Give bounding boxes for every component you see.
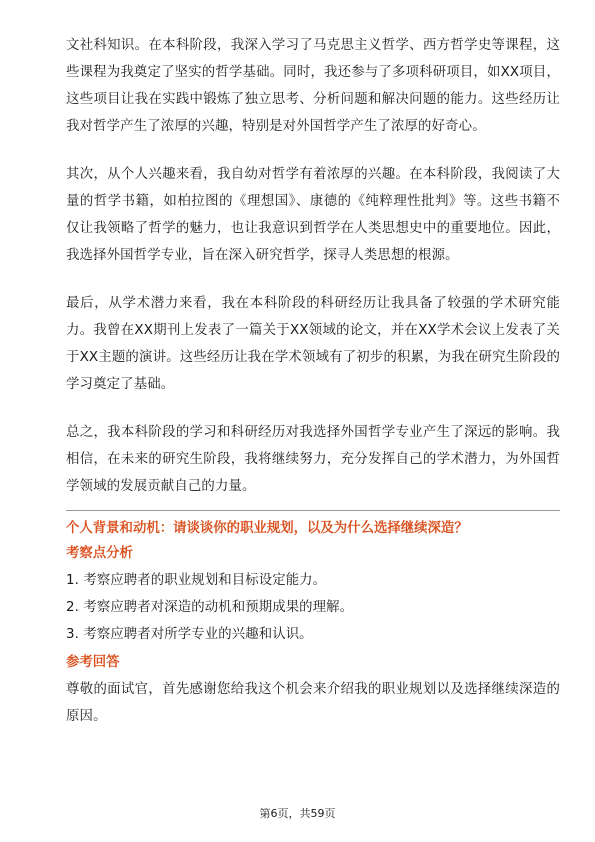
body-paragraph-1: 文社科知识。在本科阶段，我深入学习了马克思主义哲学、西方哲学史等课程，这些课程为我奠定了坚实的哲学基础。同时，我还参与了多项科研项目，如XX项目，这些项目让我在实践中锻炼了独立思考、分析问题和解决问题的能力。这些经历让我对哲学产生了浓厚的兴趣，特别是对外国哲学产生了浓厚的好奇心。 — [66, 38, 560, 134]
analysis-list — [66, 567, 560, 648]
page-number-footer: 第6页，共59页 — [259, 807, 336, 820]
analysis-point: 3. 考察应聘者对所学专业的兴趣和认识。 — [66, 627, 313, 642]
section-divider — [66, 510, 560, 511]
analysis-point: 2. 考察应聘者对深造的动机和预期成果的理解。 — [66, 600, 354, 615]
body-paragraph-3: 最后，从学术潜力来看，我在本科阶段的科研经历让我具备了较强的学术研究能力。我曾在XX期刊上发表了一篇关于XX领域的论文，并在XX学术会议上发表了关于XX主题的演讲。这些经历让我在学术领域有了初步的积累，为我在研究生阶段的学习奠定了基础。 — [66, 296, 560, 392]
body-paragraph-4: 总之，我本科阶段的学习和科研经历对我选择外国哲学专业产生了深远的影响。我相信，在未来的研究生阶段，我将继续努力，充分发挥自己的学术潜力，为外国哲学领域的发展贡献自己的力量。 — [66, 425, 560, 494]
interview-question: 个人背景和动机：请谈谈你的职业规划，以及为什么选择继续深造？ — [66, 521, 468, 536]
analysis-point: 1. 考察应聘者的职业规划和目标设定能力。 — [66, 573, 327, 588]
body-paragraph-2: 其次，从个人兴趣来看，我自幼对哲学有着浓厚的兴趣。在本科阶段，我阅读了大量的哲学书籍，如柏拉图的《理想国》、康德的《纯粹理性批判》等。这些书籍不仅让我领略了哲学的魅力，也让我意识到哲学在人类思想史中的重要地位。因此，我选择外国哲学专业，旨在深入研究哲学，探寻人类思想的根源。 — [66, 167, 560, 263]
page-content — [66, 32, 560, 730]
reference-answer-heading: 参考回答 — [66, 655, 120, 670]
analysis-heading: 考察点分析 — [66, 546, 133, 561]
reference-answer-text: 尊敬的面试官，首先感谢您给我这个机会来介绍我的职业规划以及选择继续深造的原因。 — [66, 682, 560, 724]
